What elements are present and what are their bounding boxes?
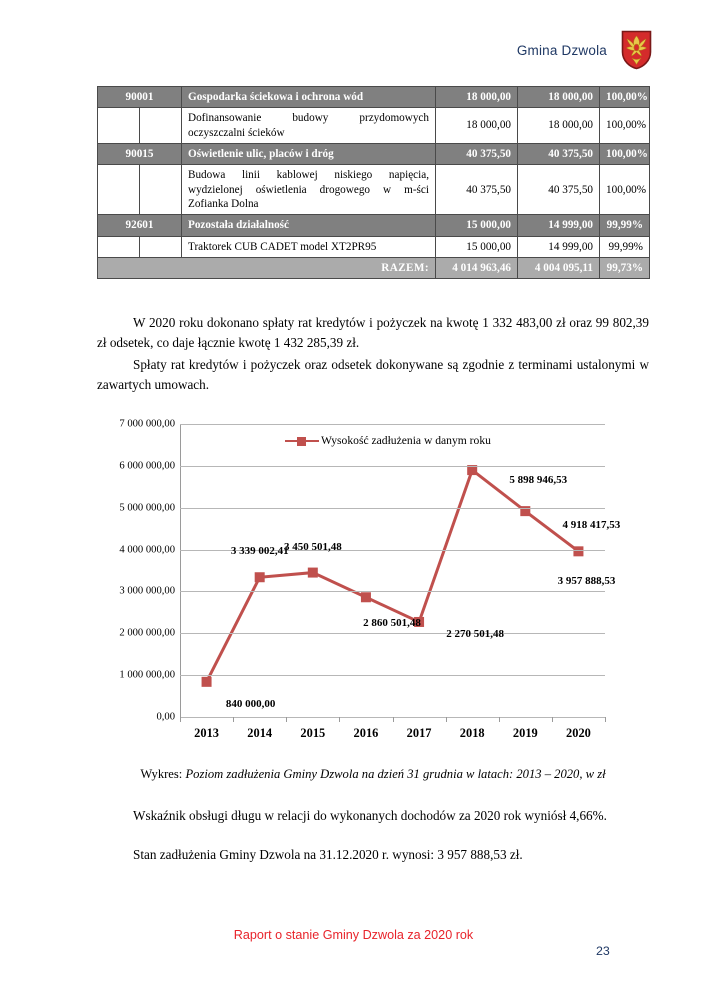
x-axis-tick-label: 2016 bbox=[353, 726, 379, 740]
cell-plan: 18 000,00 bbox=[436, 87, 518, 108]
chart-plot-area bbox=[119, 418, 621, 740]
page-header bbox=[517, 30, 652, 70]
cell-code-empty bbox=[98, 165, 140, 215]
data-point-label: 5 898 946,53 bbox=[509, 474, 568, 487]
total-plan: 4 014 963,46 bbox=[436, 257, 518, 278]
y-axis-tick-label: 1 000 000,00 bbox=[119, 669, 175, 681]
cell-executed: 14 999,00 bbox=[518, 236, 600, 257]
y-axis-tick-label: 0,00 bbox=[156, 711, 175, 723]
coat-of-arms-icon bbox=[621, 30, 652, 70]
y-axis-tick-label: 2 000 000,00 bbox=[119, 627, 175, 639]
table-row bbox=[98, 236, 650, 257]
cell-description: Budowa linii kablowej niskiego napięcia, wydzielonej oświetlenia drogowego w m-ści Zofianka Dolna bbox=[182, 165, 436, 215]
data-point-label: 4 918 417,53 bbox=[562, 519, 621, 532]
cell-plan: 40 375,50 bbox=[436, 165, 518, 215]
x-axis-tick-label: 2017 bbox=[406, 726, 432, 740]
cell-plan: 18 000,00 bbox=[436, 108, 518, 144]
x-axis-tick-label: 2015 bbox=[300, 726, 326, 740]
x-axis-tick-label: 2014 bbox=[247, 726, 273, 740]
cell-percent: 100,00% bbox=[600, 143, 650, 164]
cell-blank bbox=[140, 236, 182, 257]
chart-gridline bbox=[180, 508, 605, 509]
chart-series-line bbox=[180, 424, 605, 717]
cell-description: Pozostała działalność bbox=[182, 215, 436, 236]
cell-description: Dofinansowanie budowy przydomowych oczyszczalni ścieków bbox=[182, 108, 436, 144]
debt-level-chart bbox=[97, 418, 649, 748]
x-axis-tick bbox=[233, 717, 234, 722]
total-percent: 99,73% bbox=[600, 257, 650, 278]
footer-text: Raport o stanie Gminy Dzwola za 2020 rok bbox=[233, 928, 474, 942]
data-point-marker bbox=[308, 568, 318, 578]
cell-plan: 40 375,50 bbox=[436, 143, 518, 164]
y-axis-tick-label: 4 000 000,00 bbox=[119, 544, 175, 556]
y-axis-tick-label: 3 000 000,00 bbox=[119, 585, 175, 597]
table-total-row bbox=[98, 257, 650, 278]
y-axis-tick-label: 6 000 000,00 bbox=[119, 460, 175, 472]
cell-code-empty bbox=[98, 236, 140, 257]
cell-plan: 15 000,00 bbox=[436, 215, 518, 236]
x-axis-tick-label: 2018 bbox=[459, 726, 485, 740]
cell-executed: 18 000,00 bbox=[518, 108, 600, 144]
x-axis-tick-label: 2013 bbox=[194, 726, 219, 740]
cell-percent: 100,00% bbox=[600, 165, 650, 215]
cell-code: 90015 bbox=[98, 143, 182, 164]
cell-code: 92601 bbox=[98, 215, 182, 236]
data-point-label: 2 270 501,48 bbox=[446, 627, 504, 640]
legend-marker-icon bbox=[285, 435, 319, 447]
legend-label: Wysokość zadłużenia w danym roku bbox=[321, 434, 491, 447]
paragraph-debt-state: Stan zadłużenia Gminy Dzwola na 31.12.2020 r. wynosi: 3 957 888,53 zł. bbox=[133, 847, 523, 862]
table-row bbox=[98, 215, 650, 236]
chart-gridline bbox=[180, 466, 605, 467]
cell-code: 90001 bbox=[98, 87, 182, 108]
data-point-marker bbox=[255, 572, 265, 582]
page-title: Gmina Dzwola bbox=[516, 42, 607, 58]
data-point-marker bbox=[573, 546, 583, 556]
x-axis-tick bbox=[446, 717, 447, 722]
chart-gridline bbox=[180, 424, 605, 425]
data-point-label: 840 000,00 bbox=[225, 697, 276, 710]
cell-percent: 100,00% bbox=[600, 108, 650, 144]
caption-prefix: Wykres: bbox=[140, 767, 186, 781]
cell-description: Oświetlenie ulic, placów i dróg bbox=[182, 143, 436, 164]
cell-executed: 14 999,00 bbox=[518, 215, 600, 236]
table-row bbox=[98, 143, 650, 164]
paragraph-loan-repayment: W 2020 roku dokonano spłaty rat kredytów i pożyczek na kwotę 1 332 483,00 zł oraz 99 802,39 zł odsetek, co daje łącznie kwotę 1 432 285,39 zł. bbox=[97, 315, 649, 350]
data-point-marker bbox=[361, 592, 371, 602]
paragraph-repayment-terms: Spłaty rat kredytów i pożyczek oraz odsetek dokonywane są zgodnie z terminami ustalonymi w zawartych umowach. bbox=[97, 357, 649, 392]
page-number: 23 bbox=[596, 944, 610, 958]
x-axis-tick bbox=[339, 717, 340, 722]
data-point-marker bbox=[202, 677, 212, 687]
table-body bbox=[98, 87, 650, 279]
cell-executed: 40 375,50 bbox=[518, 143, 600, 164]
data-point-label: 3 339 002,41 bbox=[230, 545, 289, 558]
y-axis-tick-label: 5 000 000,00 bbox=[119, 502, 175, 514]
cell-blank bbox=[140, 165, 182, 215]
x-axis-tick bbox=[286, 717, 287, 722]
chart-caption bbox=[97, 767, 649, 782]
table-row bbox=[98, 87, 650, 108]
chart-legend bbox=[285, 434, 491, 447]
x-axis-tick-label: 2019 bbox=[512, 726, 538, 740]
x-axis-tick bbox=[393, 717, 394, 722]
chart-gridline bbox=[180, 633, 605, 634]
y-axis-tick-label: 7 000 000,00 bbox=[119, 418, 175, 430]
cell-description: Gospodarka ściekowa i ochrona wód bbox=[182, 87, 436, 108]
budget-expenditure-table bbox=[97, 86, 650, 279]
cell-blank bbox=[140, 108, 182, 144]
paragraph-debt-ratio: Wskaźnik obsługi długu w relacji do wykonanych dochodów za 2020 rok wyniósł 4,66%. bbox=[133, 808, 607, 823]
chart-gridline bbox=[180, 591, 605, 592]
x-axis-tick bbox=[552, 717, 553, 722]
cell-percent: 100,00% bbox=[600, 87, 650, 108]
cell-plan: 15 000,00 bbox=[436, 236, 518, 257]
data-point-label: 2 860 501,48 bbox=[363, 617, 421, 630]
table-row bbox=[98, 165, 650, 215]
x-axis-tick bbox=[605, 717, 606, 722]
total-label: RAZEM: bbox=[98, 257, 436, 278]
cell-percent: 99,99% bbox=[600, 215, 650, 236]
cell-percent: 99,99% bbox=[600, 236, 650, 257]
table-row bbox=[98, 108, 650, 144]
x-axis-tick-label: 2020 bbox=[566, 726, 591, 740]
cell-code-empty bbox=[98, 108, 140, 144]
cell-executed: 40 375,50 bbox=[518, 165, 600, 215]
x-axis-tick bbox=[180, 717, 181, 722]
x-axis-tick bbox=[499, 717, 500, 722]
cell-executed: 18 000,00 bbox=[518, 87, 600, 108]
cell-description: Traktorek CUB CADET model XT2PR95 bbox=[182, 236, 436, 257]
data-point-label: 3 450 501,48 bbox=[283, 540, 342, 553]
data-point-label: 3 957 888,53 bbox=[557, 575, 616, 588]
chart-gridline bbox=[180, 675, 605, 676]
caption-italic: Poziom zadłużenia Gminy Dzwola na dzień 31 grudnia w latach: 2013 – 2020, w zł bbox=[185, 767, 606, 781]
total-executed: 4 004 095,11 bbox=[518, 257, 600, 278]
